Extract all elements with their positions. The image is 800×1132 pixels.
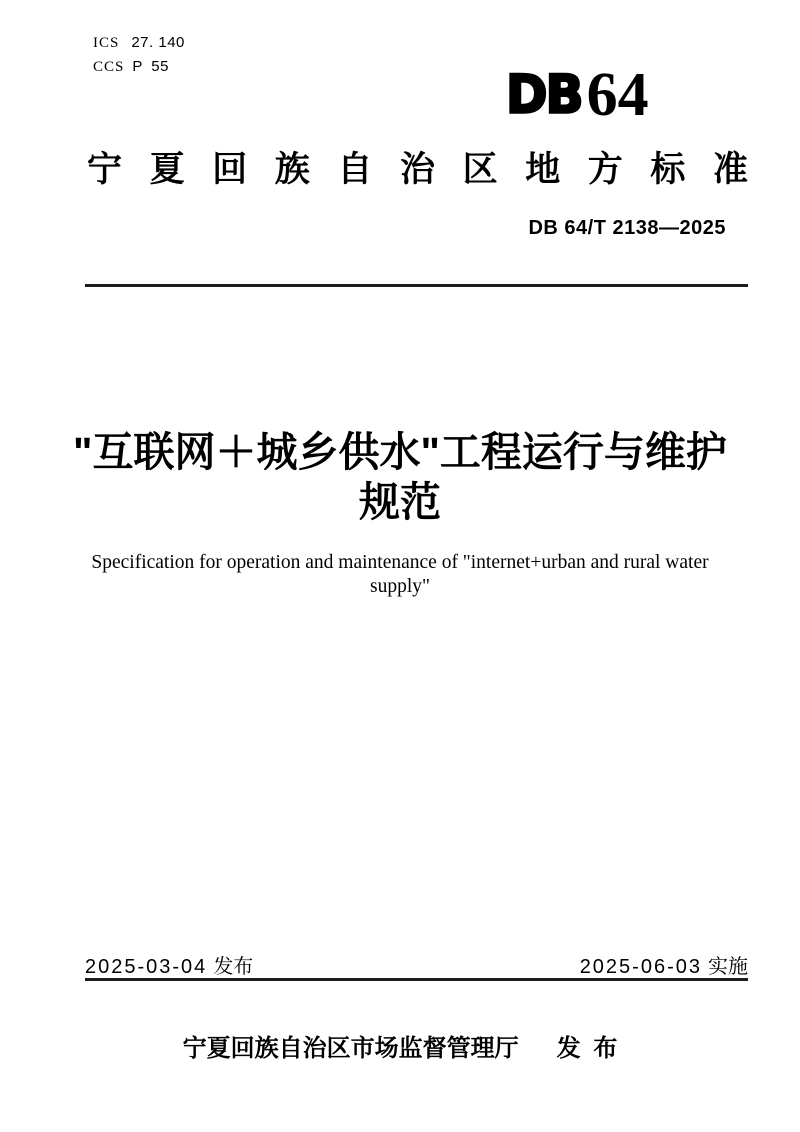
standard-number: DB 64/T 2138—2025 (528, 217, 726, 239)
document-title-english (0, 551, 800, 599)
dates-row (85, 950, 748, 979)
footer-rule (85, 978, 748, 981)
ics-line (93, 31, 185, 55)
ics-label: ICS (93, 35, 120, 51)
implementation-date: 2025-06-03 (579, 956, 702, 978)
ics-value: 27. 140 (131, 34, 185, 51)
db64-logo (506, 61, 649, 129)
english-title-line2: supply" (370, 576, 430, 597)
logo-region-number: 64 (586, 61, 649, 129)
ccs-line (93, 55, 185, 79)
publish-action-label: 发 布 (556, 1035, 618, 1062)
issue-date: 2025-03-04 (85, 956, 208, 978)
ccs-label: CCS (93, 59, 125, 75)
implementation-date-group (580, 950, 748, 979)
classification-codes (93, 31, 185, 79)
publisher-name: 宁夏回族自治区市场监督管理厅 (182, 1035, 519, 1062)
header-rule (85, 284, 748, 287)
implementation-label: 实施 (708, 956, 748, 978)
document-title (0, 427, 800, 527)
publisher-row (0, 1028, 800, 1063)
document-title-line1: "互联网＋城乡供水"工程运行与维护 (73, 429, 727, 475)
english-title-line1: Specification for operation and maintenance of "internet+urban and rural water (91, 552, 709, 573)
issue-date-group (85, 950, 253, 979)
logo-db-text: DB (506, 64, 582, 126)
document-title-line2: 规范 (359, 479, 441, 525)
issue-label: 发布 (213, 956, 254, 978)
ccs-value: P 55 (132, 58, 169, 75)
standard-type-heading: 宁夏回族自治区地方标准 (87, 150, 748, 189)
